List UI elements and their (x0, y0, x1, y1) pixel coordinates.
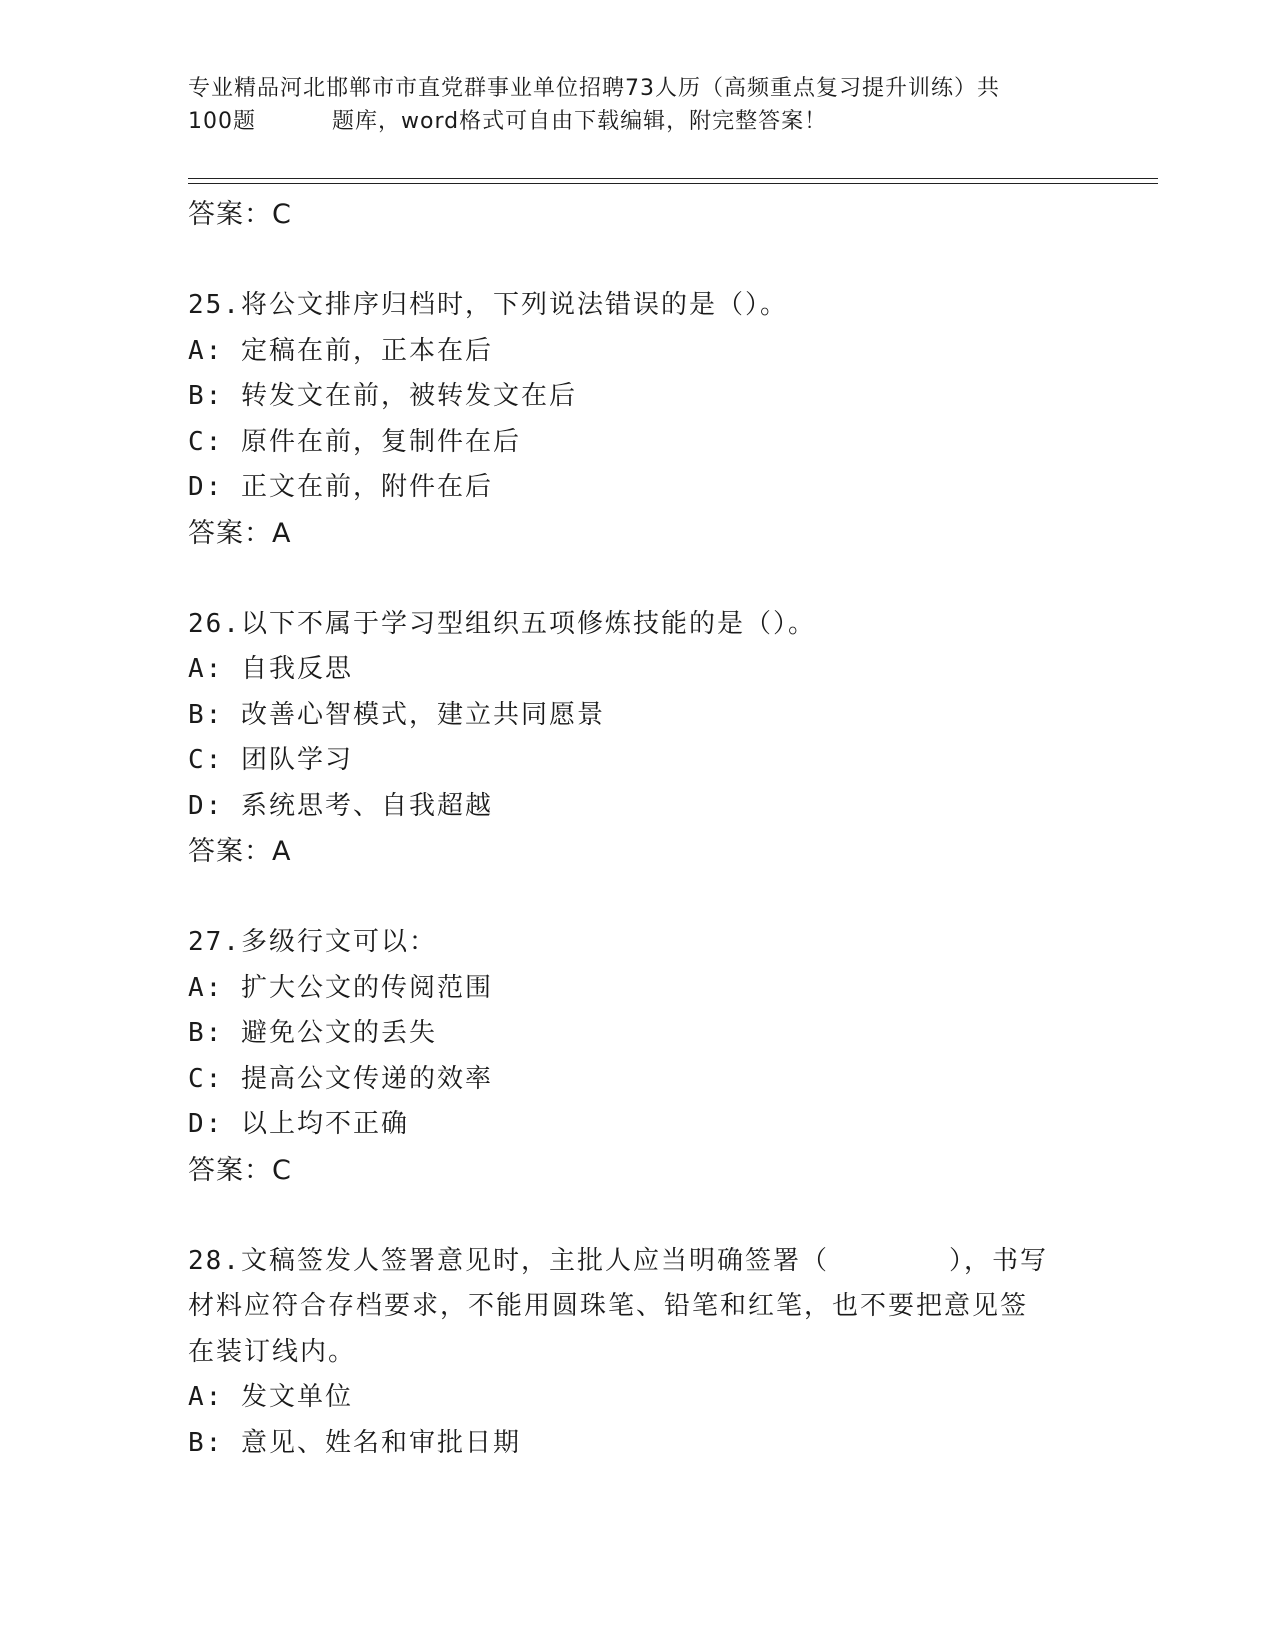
option-c: C: 原件在前，复制件在后 (188, 426, 521, 457)
stem-part-1: 28.文稿签发人签署意见时，主批人应当明确签署（ (188, 1245, 829, 1276)
answer: 答案：A (188, 517, 292, 549)
option-b: B: 意见、姓名和审批日期 (188, 1427, 521, 1458)
stem-part-2: ），书写 (948, 1245, 1048, 1276)
header-divider-top (188, 178, 1158, 179)
question-stem-line-1 (188, 1239, 1088, 1285)
answer: 答案：C (188, 1154, 292, 1186)
option-b: B: 转发文在前，被转发文在后 (188, 381, 577, 411)
option-b: B: 避免公文的丢失 (188, 1018, 437, 1048)
header-line-2-count: 100题 (188, 109, 256, 134)
header-line-1: 专业精品河北邯郸市市直党群事业单位招聘73人历（高频重点复习提升训练）共 (188, 76, 1000, 101)
question-list (188, 192, 1088, 1466)
page-header (188, 72, 1088, 138)
option-a: A: 自我反思 (188, 654, 353, 684)
option-a: A: 定稿在前，正本在后 (188, 335, 493, 366)
header-divider-bottom (188, 183, 1158, 184)
question-stem: 27.多级行文可以： (188, 927, 437, 957)
question-27 (188, 920, 1088, 1193)
question-stem: 25.将公文排序归档时，下列说法错误的是（）。 (188, 290, 788, 320)
answer-24: 答案：C (188, 199, 292, 230)
header-line-2-rest: 题库，word格式可自由下载编辑，附完整答案！ (332, 109, 828, 134)
option-a: A: 发文单位 (188, 1382, 353, 1412)
question-stem-line-2: 材料应符合存档要求，不能用圆珠笔、铅笔和红笔，也不要把意见签 (188, 1291, 1029, 1321)
option-d: D: 以上均不正确 (188, 1109, 409, 1139)
header-line-2 (188, 105, 1088, 138)
question-25 (188, 283, 1088, 556)
answer: 答案：A (188, 836, 292, 867)
question-26 (188, 602, 1088, 875)
option-d: D: 系统思考、自我超越 (188, 790, 493, 821)
option-a: A: 扩大公文的传阅范围 (188, 972, 493, 1003)
option-b: B: 改善心智模式，建立共同愿景 (188, 699, 605, 730)
option-c: C: 团队学习 (188, 745, 353, 775)
question-stem: 26.以下不属于学习型组织五项修炼技能的是（）。 (188, 608, 816, 639)
question-stem-line-3: 在装订线内。 (188, 1336, 357, 1367)
question-28 (188, 1239, 1088, 1467)
option-d: D: 正文在前，附件在后 (188, 472, 493, 502)
option-c: C: 提高公文传递的效率 (188, 1063, 493, 1094)
